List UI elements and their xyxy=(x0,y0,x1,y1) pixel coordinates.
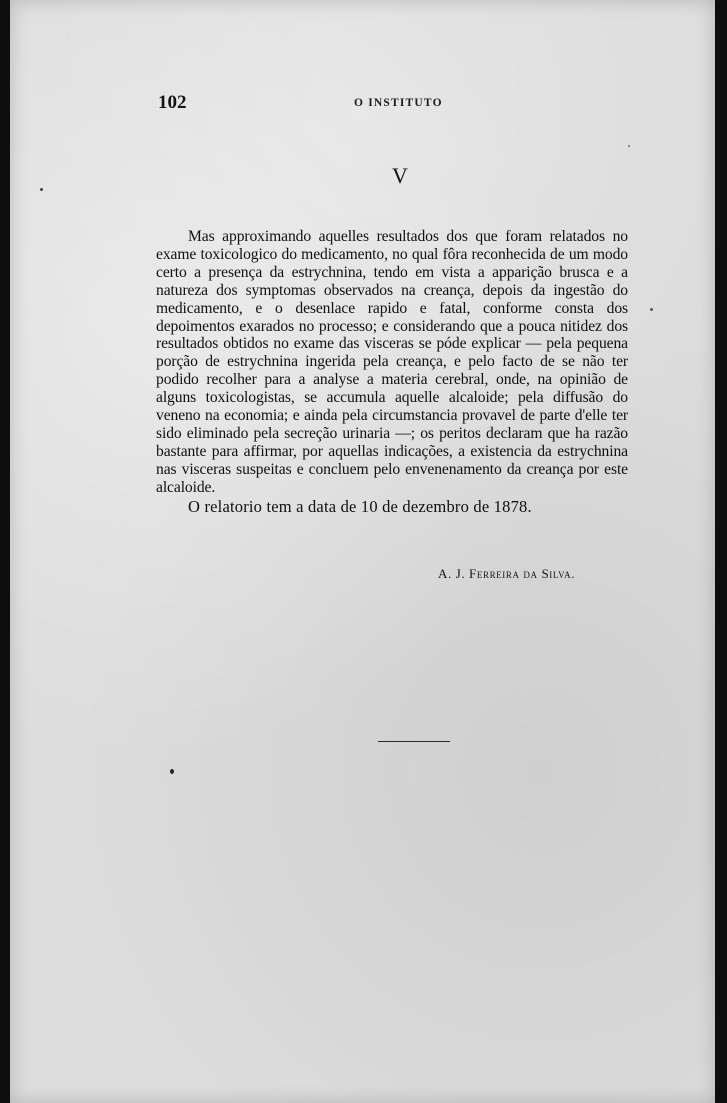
page xyxy=(10,0,715,1103)
ink-speck xyxy=(628,145,630,147)
ink-speck xyxy=(40,188,43,191)
ink-speck xyxy=(170,769,174,774)
running-header xyxy=(158,92,630,116)
end-rule xyxy=(378,741,450,742)
section-number: V xyxy=(392,163,408,188)
page-number: 102 xyxy=(158,92,187,113)
paragraph: O relatorio tem a data de 10 de dezembro de 1878. xyxy=(188,496,532,516)
paragraph: Mas approximando aquelles resultados dos que foram relatados no exame toxicologico do medicamento, no qual fôra reconhecida de um modo certo a presença da estrychnina, tendo em vista a apparição brusca e a natureza dos symptomas observados na creança, depois da ingestão do medicamento, e o desenlace rapido e fatal, conforme consta dos depoimentos exarados no processo; e considerando que a pouca nitidez dos resultados obtidos no exame das visceras se póde explicar — pela pequena porção de estrychnina ingerida pela creança, e pelo facto de se não ter podido recolher para a analyse a materia cerebral, onde, na opinião de alguns toxicologistas, se accumula aquelle alcaloide; pela diffusão do veneno na economia; e ainda pela circumstancia provavel de parte d'elle ter sido eliminado pela secreção urinaria —; os peritos declaram que ha razão bastante para affirmar, por aquellas indicações, a existencia da estrychnina nas visceras suspeitas e concluem pelo envenenamento da creança por este alcaloide. xyxy=(156,228,628,496)
body-text xyxy=(156,228,628,517)
ink-speck xyxy=(650,308,653,311)
running-title: O INSTITUTO xyxy=(354,97,443,109)
author-signature: A. J. Ferreira da Silva. xyxy=(438,566,576,581)
